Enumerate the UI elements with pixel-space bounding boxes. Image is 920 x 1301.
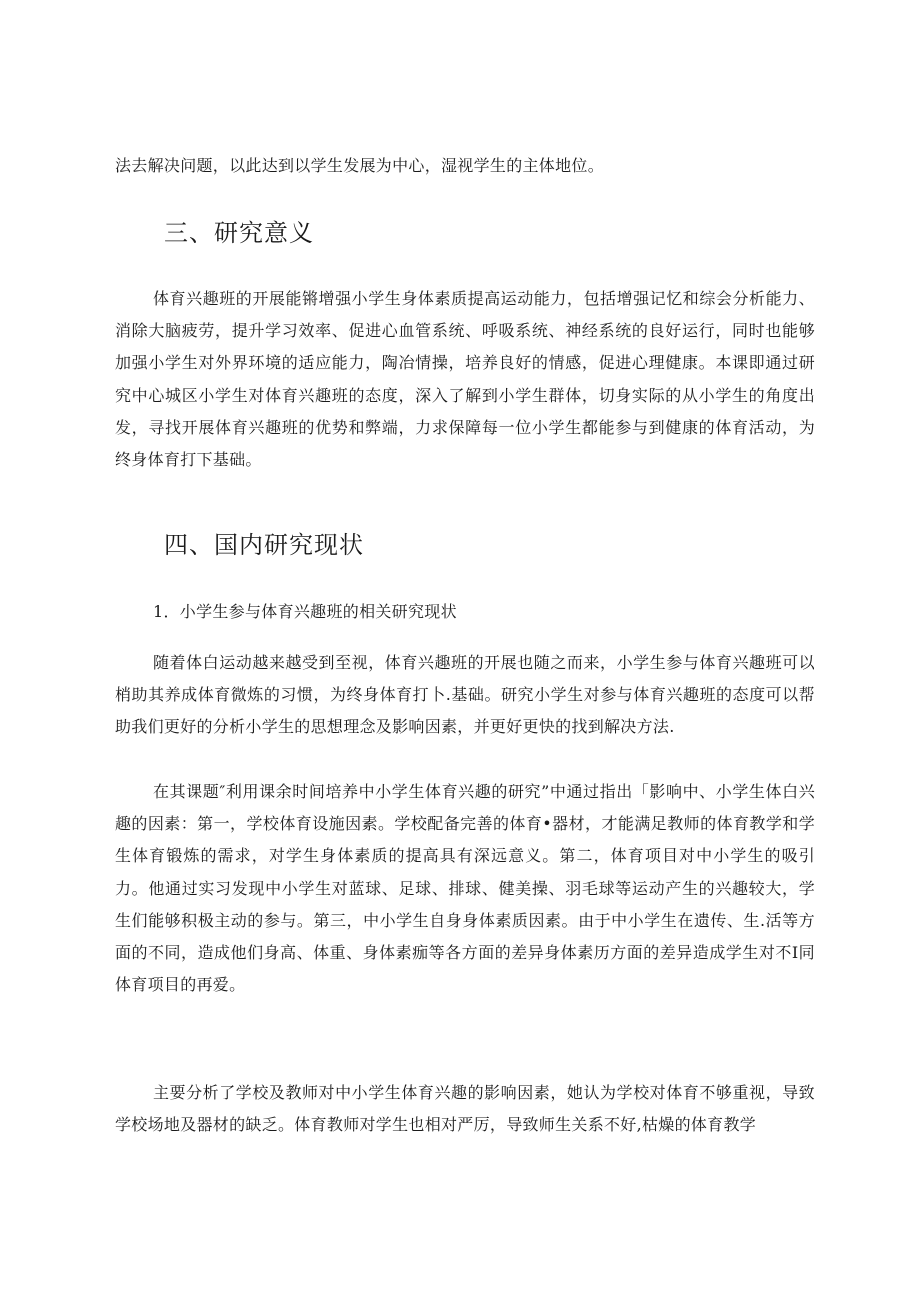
paragraph-research-significance: 体育兴趣班的开展能锵增强小学生身体素质提高运动能力，包括增强记忆和综会分析能力、消除大脑疲劳，提升学习效率、促进心血管系统、呼吸系统、神经系统的良好运行，同时也能够加强小学生对外界环境的适应能力，陶冶情操，培养良好的情感，促进心理健康。本课即通过研究中心城区小学生对体育兴趣班的态度，深入了解到小学生群体，切身实际的从小学生的角度出发，寻找开展体育兴趣班的优势和弊端，力求保障每一位小学生都能参与到健康的体育活动，为终身体育打下基础。 [115,289,815,470]
paragraph-research-status-3: 主要分析了学校及教师对中小学生体育兴趣的影响因素，她认为学校对体育不够重视，导致学校场地及器材的缺乏。体育教师对学生也相对严厉，导致师生关系不好,枯燥的体育教学 [115,1083,815,1135]
section-heading-research-significance: 三、研究意义 [164,219,314,247]
paragraph-continuation: 法去解决问题，以此达到以学生发展为中心，湿视学生的主体地位。 [115,156,605,175]
paragraph-research-status-2: 在其课题″利用课余时间培养中小学生体育兴趣的研究”中通过指出「影响中、小学生体白兴趣的因素：第一，学校体育设施因素。学校配备完善的体育•器材，才能满足教师的体育教学和学生体育锻炼的需求，对学生身体素质的提高具有深远意义。第二，体育项目对中小学生的吸引力。他通过实习发现中小学生对蓝球、足球、排球、健美操、羽毛球等运动产生的兴趣较大，学生们能够积极主动的参与。第三，中小学生自身身体素质因素。由于中小学生在遗传、生.活等方面的不同，造成他们身高、体重、身体素痂等各方面的差异身体素历方面的差异造成学生对不I同体育项目的再爱。 [115,782,815,995]
section-heading-domestic-research: 四、国内研究现状 [164,531,364,559]
paragraph-research-status-1: 随着体白运动越来越受到至视，体育兴趣班的开展也随之而来，小学生参与体育兴趣班可以梢助其养成体育微炼的习惯，为终身体育打卜.基础。研究小学生对参与体育兴趣班的态度可以帮助我们更好的分析小学生的思想理念及影响因素，并更好更快的找到解决方法. [115,653,815,737]
subsection-heading-1: 1．小学生参与体育兴趣班的相关研究现状 [153,602,457,621]
